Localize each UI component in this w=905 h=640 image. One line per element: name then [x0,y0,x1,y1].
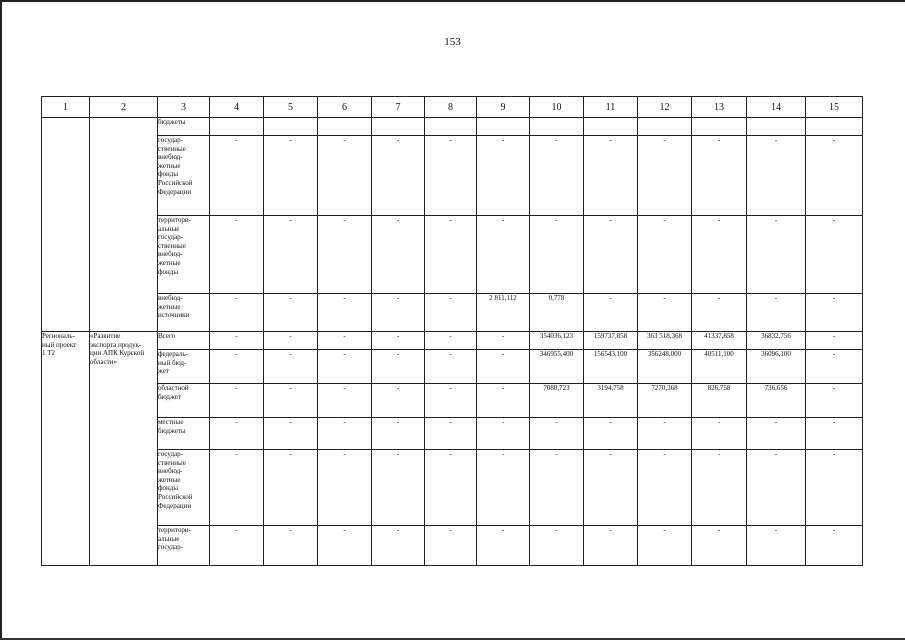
column-header: 4 [210,97,264,118]
table-cell: 36832,756 [747,332,806,350]
funding-source-label: государ- ственные внебюд- жетные фонды Российской Федерации [158,136,210,216]
table-cell: - [477,332,530,350]
column-header: 10 [530,97,584,118]
table-cell [477,118,530,136]
table-cell: - [318,332,372,350]
table-cell: - [584,294,638,332]
funding-source-label: территори- альные государ- ственные внебюд- жетные фонды [158,216,210,294]
table-cell: - [372,332,425,350]
page-border-top [0,0,905,2]
table-row [42,118,863,136]
table-cell: - [372,384,425,418]
table-cell: - [530,418,584,450]
column-header: 3 [158,97,210,118]
table-cell: - [264,384,318,418]
table-row [42,332,863,350]
empty-merged-cell [42,118,90,332]
table-cell: - [318,526,372,566]
table-cell: - [264,294,318,332]
table-cell [264,118,318,136]
table-cell: - [806,294,863,332]
table-cell: - [477,418,530,450]
table-cell: - [264,216,318,294]
table-cell: 826,758 [692,384,747,418]
column-header: 12 [638,97,692,118]
column-header: 7 [372,97,425,118]
table-cell: - [425,384,477,418]
table-cell: 363 518,368 [638,332,692,350]
table-cell: - [210,294,264,332]
funding-source-label: территори- альные государ- [158,526,210,566]
table-row [42,216,863,294]
table-cell: - [372,450,425,526]
table-cell: - [584,136,638,216]
table-cell: - [210,418,264,450]
table-row [42,526,863,566]
table-cell: - [584,216,638,294]
table-row [42,418,863,450]
table-cell: - [210,384,264,418]
table-cell [318,118,372,136]
budget-table [41,96,863,566]
table-cell: - [747,136,806,216]
funding-source-label: Всего [158,332,210,350]
table-cell: - [806,350,863,384]
table-cell: - [318,294,372,332]
table-cell: - [638,418,692,450]
table-row [42,294,863,332]
table-cell: - [638,136,692,216]
project-title-cell: «Развитие экспорта продук- ции АПК Курской области» [90,332,158,566]
table-cell: - [477,450,530,526]
column-header: 5 [264,97,318,118]
table-cell: - [318,450,372,526]
project-name-cell: Региональ- ный проект 1 Т2 [42,332,90,566]
table-cell: - [584,526,638,566]
table-cell: 36096,100 [747,350,806,384]
table-cell: 7270,368 [638,384,692,418]
table-cell: - [372,294,425,332]
table-cell: - [425,350,477,384]
table-cell: - [425,526,477,566]
table-cell: - [318,216,372,294]
table-row [42,136,863,216]
table-cell: - [747,526,806,566]
table-cell: - [806,332,863,350]
table-cell [530,118,584,136]
table-cell [584,118,638,136]
table-cell: - [692,294,747,332]
table-cell: - [210,450,264,526]
table-cell: - [692,526,747,566]
table-cell [638,118,692,136]
table-cell: - [477,526,530,566]
header-row [42,97,863,118]
table-row [42,384,863,418]
page-number: 153 [444,36,461,48]
table-cell [806,118,863,136]
table-cell: - [318,136,372,216]
table-cell: 7080,723 [530,384,584,418]
page-border-left [0,0,2,640]
empty-merged-cell [90,118,158,332]
table-cell: - [372,418,425,450]
table-cell: - [806,526,863,566]
table-cell: - [210,216,264,294]
column-header: 8 [425,97,477,118]
funding-source-label: федераль- ный бюд- жет [158,350,210,384]
table-cell: - [530,450,584,526]
table-cell [747,118,806,136]
table-cell: - [530,526,584,566]
table-cell: - [806,418,863,450]
column-header: 13 [692,97,747,118]
table-cell: - [210,136,264,216]
table-cell: - [372,136,425,216]
table-cell: - [264,350,318,384]
funding-source-label: местные бюджеты [158,418,210,450]
funding-source-label: областной бюджет [158,384,210,418]
table-cell: - [264,418,318,450]
table-cell: - [638,526,692,566]
table-cell: 2 811,112 [477,294,530,332]
table-cell: - [692,136,747,216]
table-cell: - [425,418,477,450]
table-cell: - [372,526,425,566]
table-cell: - [210,332,264,350]
table-cell [425,118,477,136]
table-row [42,450,863,526]
table-cell: - [264,526,318,566]
table-cell: - [264,136,318,216]
table-cell: - [747,418,806,450]
table-cell: - [477,384,530,418]
column-header: 2 [90,97,158,118]
table-cell: 346955,400 [530,350,584,384]
table-cell: - [692,216,747,294]
table-cell: - [638,450,692,526]
table-cell: - [806,136,863,216]
column-header: 1 [42,97,90,118]
table-cell: - [318,384,372,418]
table-cell: - [425,216,477,294]
table-cell: - [747,294,806,332]
column-header: 14 [747,97,806,118]
table-cell: 0,778 [530,294,584,332]
table-cell: 3194,758 [584,384,638,418]
table-cell: - [425,136,477,216]
table-cell: - [210,350,264,384]
table-cell [692,118,747,136]
table-cell: - [584,450,638,526]
table-cell: - [530,136,584,216]
table-cell: - [692,418,747,450]
table-cell: - [747,450,806,526]
table-cell [210,118,264,136]
table-cell: - [806,450,863,526]
table-cell: - [806,384,863,418]
table-row [42,350,863,384]
table-cell: - [747,216,806,294]
funding-source-label: государ- ственные внебюд- жетные фонды Российской Федерации [158,450,210,526]
table-cell: - [477,216,530,294]
table-cell: - [477,350,530,384]
column-header: 6 [318,97,372,118]
table-cell: - [638,216,692,294]
table-cell: 40511,100 [692,350,747,384]
table-cell: - [477,136,530,216]
table-cell: 156543,100 [584,350,638,384]
column-header: 9 [477,97,530,118]
table-cell [372,118,425,136]
column-header: 15 [806,97,863,118]
column-header: 11 [584,97,638,118]
funding-source-label: внебюд- жетные источники [158,294,210,332]
funding-source-label: бюджеты [158,118,210,136]
table-cell: - [372,216,425,294]
table-cell: 159737,858 [584,332,638,350]
table-cell: - [318,350,372,384]
table-cell: - [425,450,477,526]
table-cell: - [210,526,264,566]
table-cell: 354036,123 [530,332,584,350]
table-cell: 736,656 [747,384,806,418]
table-cell: - [530,216,584,294]
table-cell: - [638,294,692,332]
table-cell: - [318,418,372,450]
table-cell: - [264,332,318,350]
table-cell: - [584,418,638,450]
table-cell: - [372,350,425,384]
table-cell: 356248,000 [638,350,692,384]
table-cell: - [425,332,477,350]
table-cell: - [264,450,318,526]
table-cell: - [806,216,863,294]
table-cell: - [425,294,477,332]
table-cell: 41337,858 [692,332,747,350]
table-cell: - [692,450,747,526]
